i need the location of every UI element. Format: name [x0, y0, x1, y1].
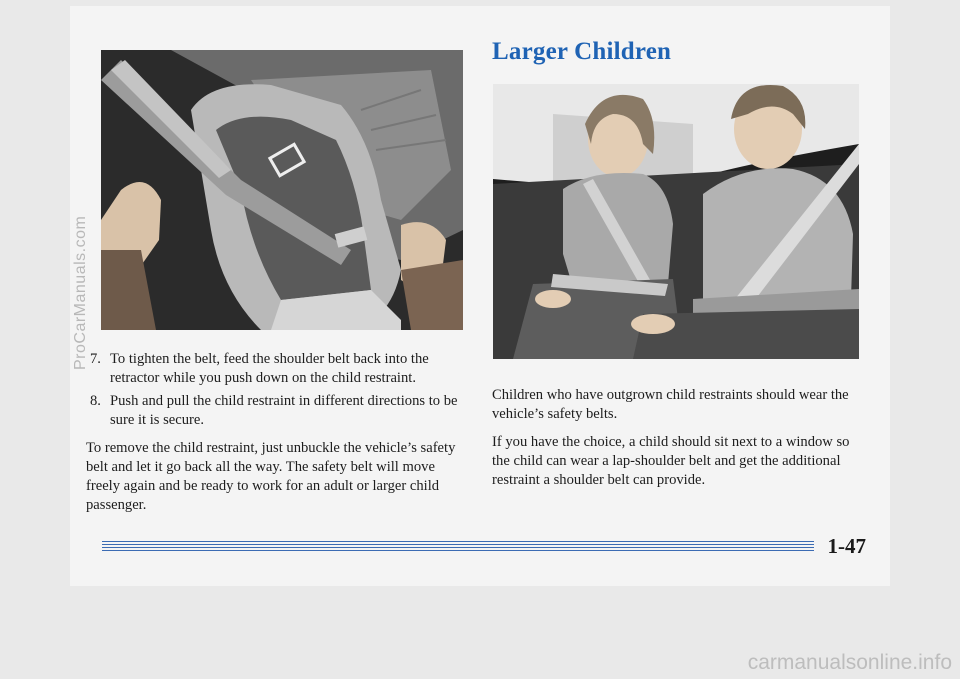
step-text: Push and pull the child restraint in different directions to be sure it is secure.	[110, 393, 458, 428]
left-column-text	[86, 350, 466, 521]
body-paragraph: To remove the child restraint, just unbuckle the vehicle’s safety belt and let it go back all the way. The safety belt will move freely again and be ready to work for an adult or larger child passenger.	[86, 440, 456, 513]
step-number: 7.	[90, 351, 101, 367]
page-number: 1-47	[827, 534, 866, 558]
watermark-bottom: carmanualsonline.info	[747, 651, 952, 674]
larger-children-illustration	[493, 84, 859, 359]
footer-rule	[102, 544, 814, 545]
footer-rule	[102, 541, 814, 542]
body-paragraph: If you have the choice, a child should sit next to a window so the child can wear a lap-shoulder belt and get the additional restraint a shoulder belt can provide.	[492, 434, 850, 488]
instruction-step	[86, 392, 466, 430]
watermark-vertical: ProCarManuals.com	[72, 215, 89, 370]
right-column-text	[492, 386, 862, 496]
instruction-step	[86, 350, 466, 388]
footer-rule	[102, 550, 814, 551]
body-paragraph: Children who have outgrown child restraints should wear the vehicle’s safety belts.	[492, 387, 849, 422]
section-heading: Larger Children	[492, 38, 672, 65]
footer-rule	[102, 547, 814, 548]
step-text: To tighten the belt, feed the shoulder belt back into the retractor while you push down on the child restraint.	[110, 351, 429, 386]
child-restraint-illustration	[101, 50, 463, 330]
step-number: 8.	[90, 393, 101, 409]
